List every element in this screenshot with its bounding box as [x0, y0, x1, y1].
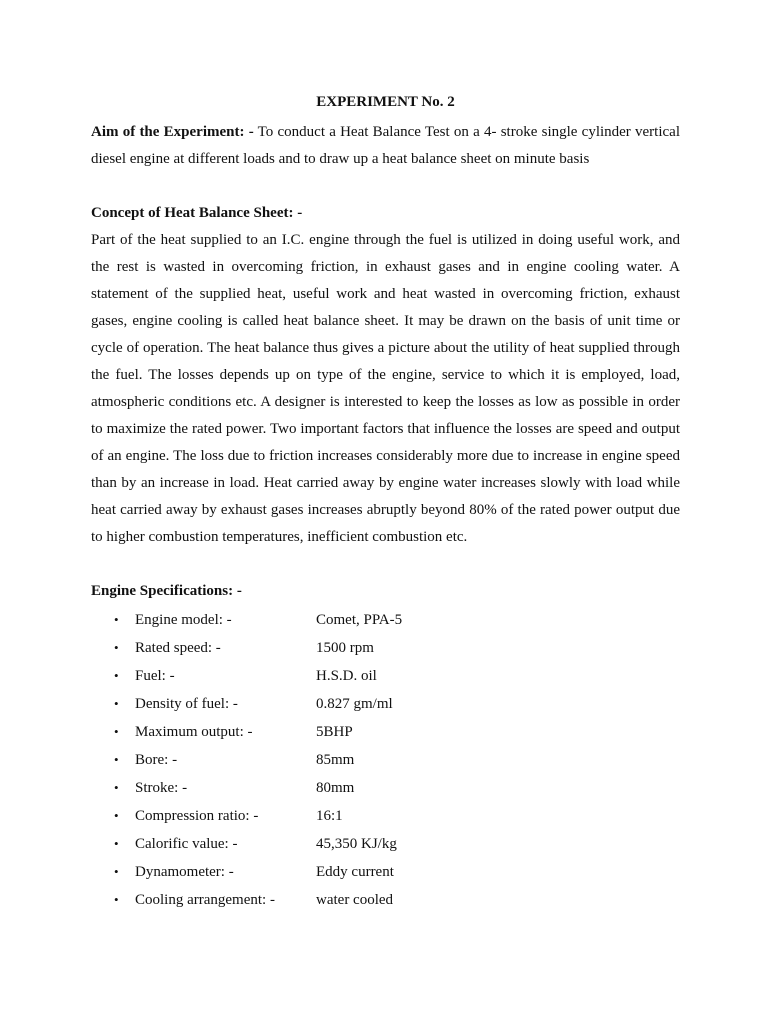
spec-label: Rated speed: - [135, 640, 221, 656]
spec-label: Compression ratio: - [135, 808, 259, 824]
spec-label: Calorific value: - [135, 836, 238, 852]
specifications-list [91, 606, 680, 914]
spec-item-dynamometer [91, 858, 680, 886]
aim-label: Aim of the Experiment: - [91, 124, 254, 140]
concept-heading: Concept of Heat Balance Sheet: - [91, 205, 303, 221]
spec-label: Fuel: - [135, 668, 175, 684]
spec-label: Cooling arrangement: - [135, 892, 275, 908]
spec-item-stroke [91, 774, 680, 802]
spec-label: Engine model: - [135, 612, 232, 628]
spec-item-compression-ratio [91, 802, 680, 830]
bullet-icon: • [114, 612, 119, 627]
spec-item-calorific-value [91, 830, 680, 858]
bullet-icon: • [114, 808, 119, 823]
spec-value: 85mm [316, 752, 355, 768]
spec-item-bore [91, 746, 680, 774]
bullet-icon: • [114, 752, 119, 767]
bullet-icon: • [114, 668, 119, 683]
spec-item-cooling-arrangement [91, 886, 680, 914]
bullet-icon: • [114, 696, 119, 711]
specifications-heading: Engine Specifications: - [91, 583, 242, 599]
spec-value: 16:1 [316, 808, 343, 824]
spec-label: Dynamometer: - [135, 864, 234, 880]
spec-value: 45,350 KJ/kg [316, 836, 397, 852]
spec-label: Density of fuel: - [135, 696, 238, 712]
bullet-icon: • [114, 836, 119, 851]
aim-paragraph [91, 119, 680, 173]
spec-item-rated-speed [91, 634, 680, 662]
concept-paragraph: Part of the heat supplied to an I.C. engine through the fuel is utilized in doing useful work, and the rest is wasted in overcoming friction, in exhaust gases and in engine cooling water. A statement of the supplied heat, useful work and heat wasted in overcoming friction, exhaust gases, engine cooling is called heat balance sheet. It may be drawn on the basis of unit time or cycle of operation. The heat balance thus gives a picture about the utility of heat supplied through the fuel. The losses depends up on type of the engine, service to which it is employed, load, atmospheric conditions etc. A designer is interested to keep the losses as low as possible in order to maximize the rated power. Two important factors that influence the losses are speed and output of an engine. The loss due to friction increases considerably more due to increase in engine speed than by an increase in load. Heat carried away by engine water increases slowly with load while heat carried away by exhaust gases increases abruptly beyond 80% of the rated power output due to higher combustion temperatures, inefficient combustion etc. [91, 232, 680, 545]
spec-item-maximum-output [91, 718, 680, 746]
spec-value: Eddy current [316, 864, 394, 880]
bullet-icon: • [114, 640, 119, 655]
bullet-icon: • [114, 864, 119, 879]
bullet-icon: • [114, 892, 119, 907]
spec-item-fuel [91, 662, 680, 690]
spec-label: Maximum output: - [135, 724, 253, 740]
spec-value: 80mm [316, 780, 355, 796]
spec-label: Bore: - [135, 752, 178, 768]
spec-value: 1500 rpm [316, 640, 374, 656]
spec-value: Comet, PPA-5 [316, 612, 403, 628]
spec-item-engine-model [91, 606, 680, 634]
bullet-icon: • [114, 724, 119, 739]
bullet-icon: • [114, 780, 119, 795]
spec-item-density-of-fuel [91, 690, 680, 718]
page-title: EXPERIMENT No. 2 [316, 94, 455, 110]
spec-value: water cooled [316, 892, 394, 908]
spec-value: 5BHP [316, 724, 353, 740]
spec-value: H.S.D. oil [316, 668, 377, 684]
spec-label: Stroke: - [135, 780, 188, 796]
spec-value: 0.827 gm/ml [316, 696, 393, 712]
aim-text: To conduct a Heat Balance Test on a 4- stroke single cylinder vertical diesel engine at different loads and to draw up a heat balance sheet on minute basis [91, 124, 680, 167]
